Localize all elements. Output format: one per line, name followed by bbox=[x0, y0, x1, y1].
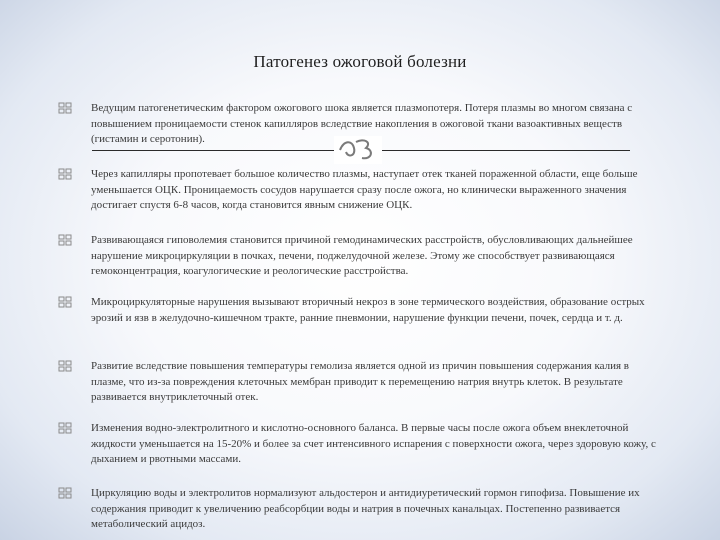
four-rectangles-bullet-icon bbox=[58, 233, 72, 247]
slide-title: Патогенез ожоговой болезни bbox=[253, 52, 467, 71]
paragraph-text: Развитие вследствие повышения температуры гемолиза является одной из причин повышения содержания калия в плазме, что из-за повреждения клеточных мембран приводит к перемещению натрия внутрь клеток. В результате развивается внутриклеточный отек. bbox=[91, 360, 629, 403]
paragraph-text: Развивающаяся гиповолемия становится причиной гемодинамических расстройств, обусловливающих дальнейшее нарушение микроциркуляции в почках, печени, поджелудочной железе. Этому же способствует развивающаяся гемоконцентрация, коагулогические и реологические расстройства. bbox=[91, 234, 633, 277]
four-rectangles-bullet-icon bbox=[58, 359, 72, 373]
paragraph-text: Через капилляры пропотевает большое количество плазмы, наступает отек тканей пораженной области, еще больше уменьшается ОЦК. Проницаемость сосудов нарушается сразу после ожога, но клинически выраженного значения достигает спустя 6-8 часов, когда становится явным снижение ОЦК. bbox=[91, 168, 638, 211]
four-rectangles-bullet-icon bbox=[58, 101, 72, 115]
paragraph-text: Микроциркуляторные нарушения вызывают вторичный некроз в зоне термического воздействия, образование острых эрозий и язв в желудочно-кишечном тракте, ранние пневмонии, нарушение функции печени, почек, сердца и т. д. bbox=[91, 296, 645, 324]
four-rectangles-bullet-icon bbox=[58, 486, 72, 500]
paragraph-text: Изменения водно-электролитного и кислотно-основного баланса. В первые часы после ожога объем внеклеточной жидкости уменьшается на 15-20% и более за счет интенсивного испарения с поверхности ожога, через здоровую кожу, с дыханием и рвотными массами. bbox=[91, 422, 656, 465]
four-rectangles-bullet-icon bbox=[58, 295, 72, 309]
paragraph-text: Ведущим патогенетическим фактором ожогового шока является плазмопотеря. Потеря плазмы во многом связана с повышением проницаемости стенок капилляров вследствие накопления в ожоговой ткани вазоактивных веществ (гистамин и серотонин). bbox=[91, 102, 633, 145]
paragraph-text: Циркуляцию воды и электролитов нормализуют альдостерон и антидиуретический гормон гипофиза. Повышение их содержания приводит к увеличению реабсорбции воды и натрия в почечных канальцах. Постепенно развивается метаболический ацидоз. bbox=[91, 487, 640, 530]
four-rectangles-bullet-icon bbox=[58, 421, 72, 435]
four-rectangles-bullet-icon bbox=[58, 167, 72, 181]
